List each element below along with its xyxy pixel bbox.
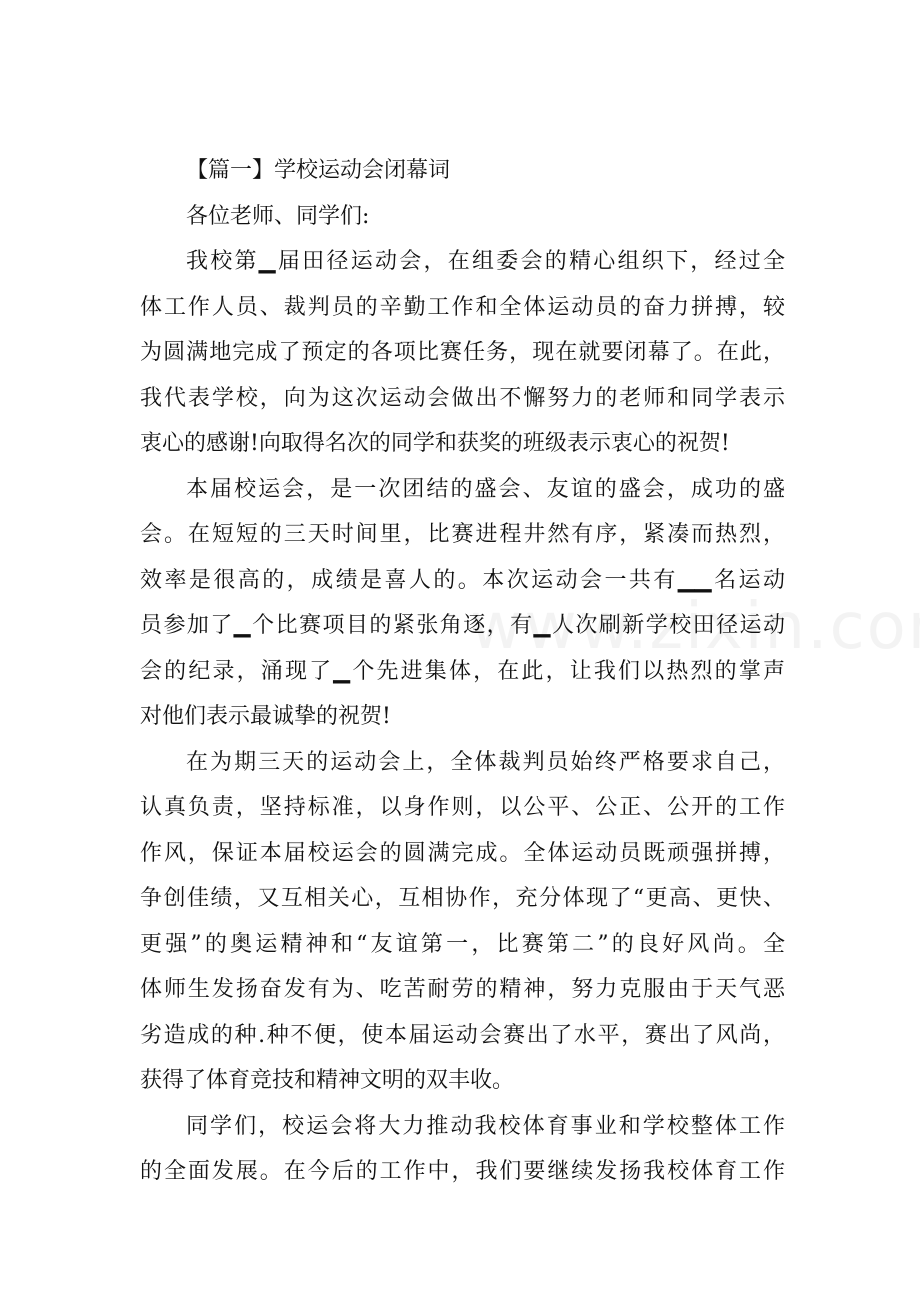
text-line: 更强”的奥运精神和“友谊第一，比赛第二”的良好风尚。全	[140, 931, 785, 957]
text-line: 会的纪录，涌现了▁个先进集体，在此，让我们以热烈的掌声	[140, 658, 785, 684]
text-line: 获得了体育竞技和精神文明的双丰收。	[140, 1068, 515, 1093]
text-line: 的全面发展。在今后的工作中，我们要继续发扬我校体育工作	[140, 1159, 785, 1184]
text-line: 作风，保证本届校运会的圆满完成。全体运动员既顽强拼搏，	[140, 840, 785, 866]
text-line: 同学们，校运会将大力推动我校体育事业和学校整体工作	[186, 1113, 785, 1139]
text-line: 争创佳绩，又互相关心，互相协作，充分体现了“更高、更快、	[140, 886, 785, 911]
text-line: 我校第▁届田径运动会，在组委会的精心组织下，经过全	[186, 249, 785, 274]
text-line: 为圆满地完成了预定的各项比赛任务，现在就要闭幕了。在此，	[140, 340, 785, 365]
greeting-line: 各位老师、同学们:	[186, 203, 370, 229]
text-line: 我代表学校，向为这次运动会做出不懈努力的老师和同学表示	[140, 385, 785, 411]
text-line: 本届校运会，是一次团结的盛会、友谊的盛会，成功的盛	[186, 476, 785, 502]
text-line: 对他们表示最诚挚的祝贺!	[140, 704, 391, 729]
text-line: 劣造成的种.种不便，使本届运动会赛出了水平，赛出了风尚，	[140, 1022, 785, 1048]
text-line: 衷心的感谢!向取得名次的同学和获奖的班级表示衷心的祝贺!	[140, 431, 730, 456]
text-line: 在为期三天的运动会上，全体裁判员始终严格要求自己，	[186, 749, 785, 775]
document-body	[140, 148, 785, 1195]
text-line: 体工作人员、裁判员的辛勤工作和全体运动员的奋力拼搏，较	[140, 294, 785, 320]
text-line: 认真负责，坚持标准，以身作则，以公平、公正、公开的工作	[140, 795, 785, 820]
text-line: 会。在短短的三天时间里，比赛进程井然有序，紧凑而热烈，	[140, 522, 785, 547]
paragraph-lines	[140, 239, 785, 1195]
text-line: 员参加了▁个比赛项目的紧张角逐，有▁人次刷新学校田径运动	[140, 613, 785, 638]
text-line: 效率是很高的，成绩是喜人的。本次运动会一共有▁▁名运动	[140, 567, 785, 593]
document-title: 【篇一】学校运动会闭幕词	[186, 158, 451, 183]
text-line: 体师生发扬奋发有为、吃苦耐劳的精神，努力克服由于天气恶	[140, 977, 785, 1002]
